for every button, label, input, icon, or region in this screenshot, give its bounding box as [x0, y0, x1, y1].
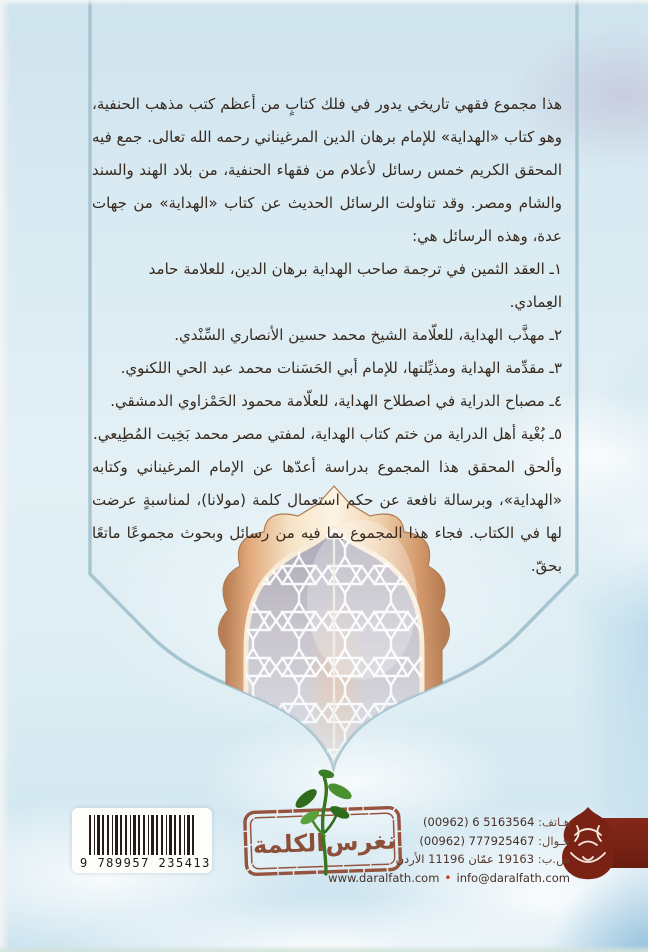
- scan-edge-top: [0, 0, 648, 6]
- treatise-list-item-2: ٢ـ مهذَّب الهداية، للعلّامة الشيخ محمد حسين الأنصاري السِّنْدي.: [174, 326, 562, 344]
- pobox-label: ص.ب:: [537, 852, 570, 866]
- email-text: info@daralfath.com: [456, 870, 570, 885]
- contact-row-pobox: [328, 850, 570, 869]
- contact-row-phone: [328, 813, 570, 832]
- barcode-bars: [89, 815, 195, 855]
- treatise-list-item-3: ٣ـ مقدِّمة الهداية ومذيِّلتها، للإمام أبي الحَسَنات محمد عبد الحي اللكنوي.: [120, 359, 562, 377]
- isbn-barcode: [72, 808, 212, 873]
- scan-edge-left: [0, 0, 10, 952]
- stamp-word-left: الكلمة: [252, 828, 326, 860]
- blurb-text-block: [92, 88, 562, 583]
- treatise-list-item-4: ٤ـ مصباح الدراية في اصطلاح الهداية، للعلّامة محمود الحَمْزاوي الدمشقي.: [110, 392, 562, 410]
- phone-value: (00962) 6 5163564: [423, 815, 535, 829]
- publisher-contact-block: [328, 813, 570, 887]
- pobox-value: 19163 عمّان 11196 الأردن: [395, 852, 535, 866]
- phone-label: هـاتف:: [538, 815, 570, 829]
- stamp-word-right: نغرس: [324, 826, 397, 857]
- red-dot-separator: •: [444, 870, 452, 885]
- website-text: www.daralfath.com: [328, 870, 440, 885]
- mobile-label: جـوال:: [538, 833, 570, 848]
- blurb-paragraph-2: وألحق المحقق هذا المجموع بدراسة أعدّها عن الإمام المرغيناني وكتابه «الهداية»، وبرسالة نافعة عن حكم استعمال كلمة (مولانا)، لمناسبةٍ عرضت لها في الكتاب. فجاء هذا المجموع بما فيه من رسائل وبحوث مجموعًا ماتعًا بحقّ.: [92, 458, 562, 575]
- contact-row-web: [328, 869, 570, 888]
- barcode-number: 9 789957 235413: [80, 856, 211, 870]
- scan-edge-bottom: [0, 945, 648, 952]
- mobile-value: (00962) 777925467: [419, 833, 535, 848]
- treatise-list-item-1: ١ـ العقد الثمين في ترجمة صاحب الهداية برهان الدين، للعلامة حامد العِمادي.: [148, 260, 562, 311]
- blurb-paragraph-1: هذا مجموع فقهي تاريخي يدور في فلك كتابٍ من أعظم كتب مذهب الحنفية، وهو كتاب «الهداية» للإمام برهان الدين المرغيناني رحمه الله تعالى. جمع فيه المحقق الكريم خمس رسائل لأعلام من فقهاء الحنفية، من بلاد الهند والسند والشام ومصر. وقد تناولت الرسائل الحديث عن كتاب «الهداية» من جهات عدة، وهذه الرسائل هي:: [92, 95, 562, 245]
- contact-row-mobile: [328, 832, 570, 851]
- treatise-list-item-5: ٥ـ بُغْية أهل الدراية من ختم كتاب الهداية، لمفتي مصر محمد بَخِيت المُطِيعي.: [93, 425, 562, 443]
